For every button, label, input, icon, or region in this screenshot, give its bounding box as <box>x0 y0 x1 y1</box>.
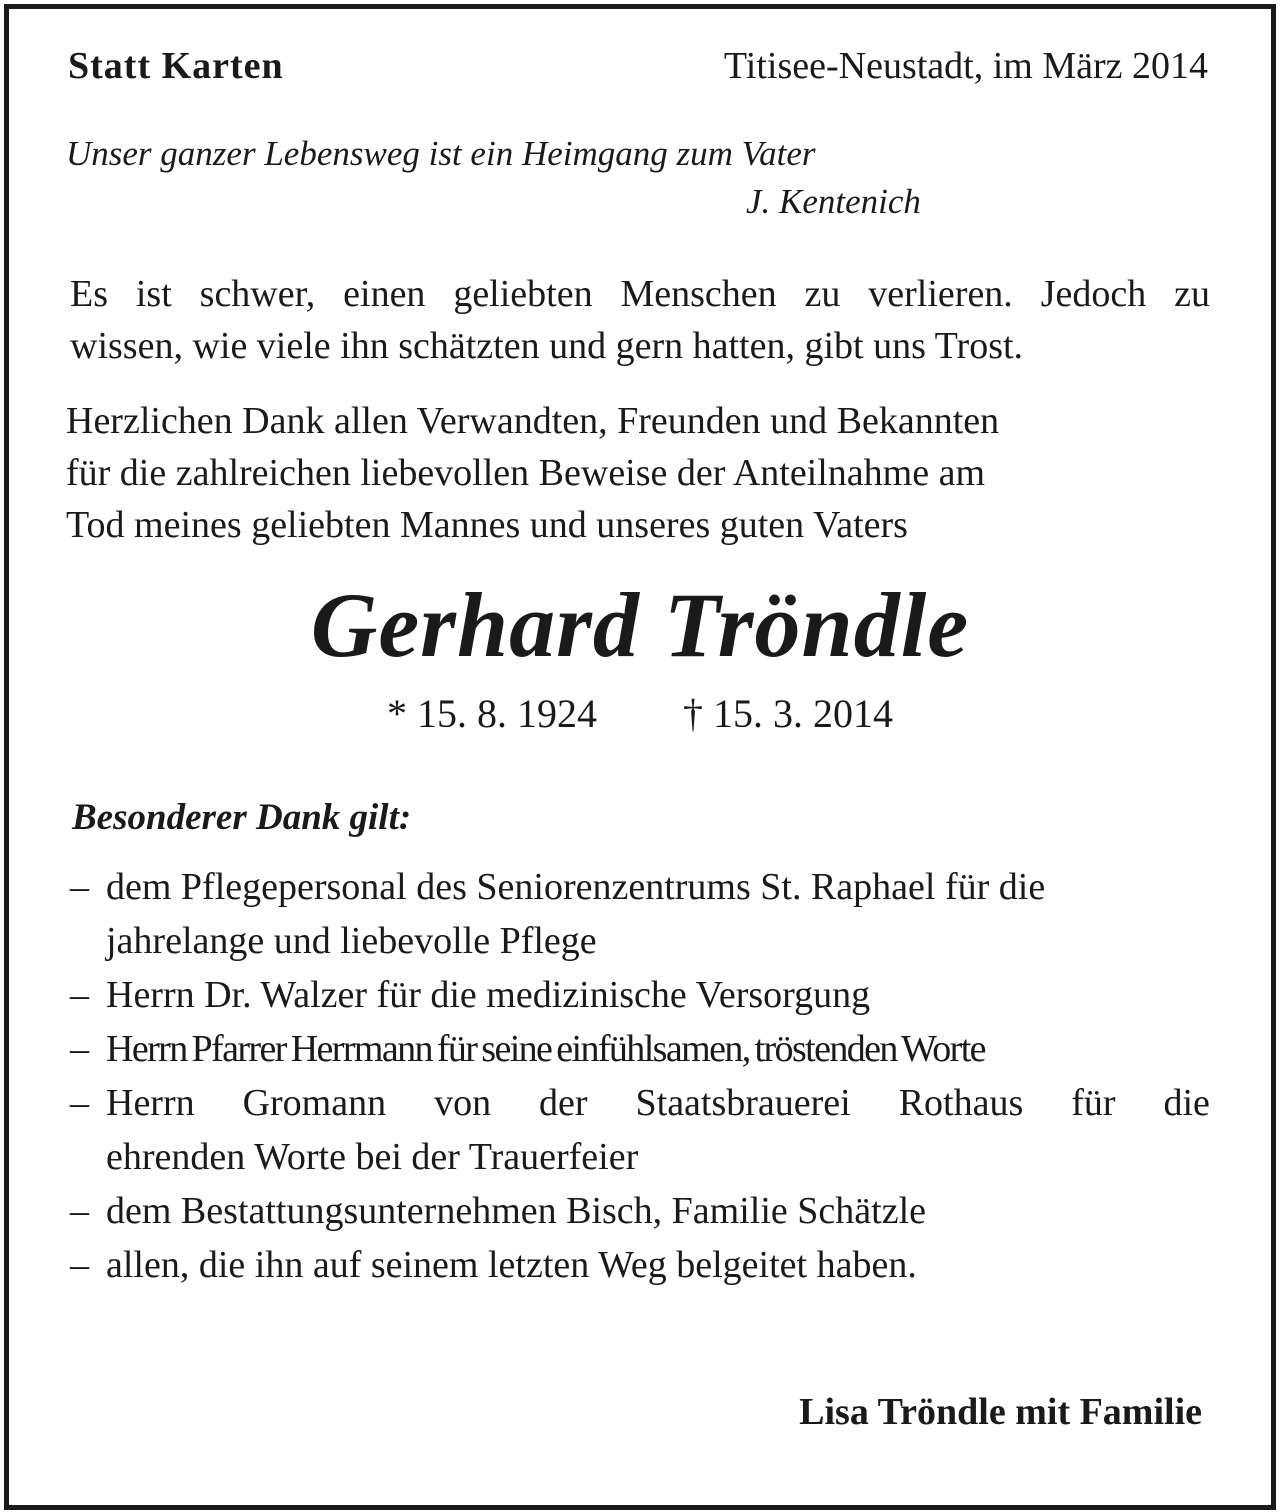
header-label: Statt Karten <box>68 45 284 87</box>
paragraph-thanks-line-3: Tod meines geliebten Mannes und unseres guten Vaters <box>66 504 908 546</box>
thanks-list <box>70 860 1210 1292</box>
death-date: † 15. 3. 2014 <box>683 691 893 736</box>
signature: Lisa Tröndle mit Familie <box>799 1391 1202 1433</box>
list-item: – Herrn Pfarrer Herrmann für seine einfühlsamen, tröstenden Worte <box>70 1028 985 1070</box>
list-item: – Herrn Gromann von der Staatsbrauerei Rothaus für die ehrenden Worte bei der Trauerfeier <box>70 1082 1210 1178</box>
list-item: – dem Bestattungsunternehmen Bisch, Familie Schätzle <box>70 1190 926 1232</box>
deceased-name: Gerhard Tröndle <box>310 574 970 676</box>
place-date: Titisee-Neustadt, im März 2014 <box>723 45 1208 87</box>
paragraph-thanks <box>66 395 1206 551</box>
motto-quote: Unser ganzer Lebensweg ist ein Heimgang zum Vater <box>66 134 816 173</box>
paragraph-comfort-line-2: wissen, wie viele ihn schätzten und gern hatten, gibt uns Trost. <box>70 325 1024 367</box>
paragraph-thanks-line-1: Herzlichen Dank allen Verwandten, Freunden und Bekannten <box>66 400 1000 442</box>
paragraph-comfort <box>70 268 1210 372</box>
list-item: – allen, die ihn auf seinem letzten Weg belgeitet haben. <box>70 1244 917 1286</box>
birth-date: * 15. 8. 1924 <box>387 691 597 736</box>
motto-author: J. Kentenich <box>746 182 921 221</box>
life-dates <box>0 690 1280 737</box>
list-item: – Herrn Dr. Walzer für die medizinische Versorgung <box>70 974 871 1016</box>
paragraph-comfort-line-1: Es ist schwer, einen geliebten Menschen zu verlieren. Jedoch zu <box>70 273 1210 315</box>
list-item: – dem Pflegepersonal des Seniorenzentrums St. Raphael für die jahrelange und liebevolle Pflege <box>70 866 1046 962</box>
paragraph-thanks-line-2: für die zahlreichen liebevollen Beweise der Anteilnahme am <box>66 452 986 494</box>
special-thanks-heading: Besonderer Dank gilt: <box>72 797 412 838</box>
